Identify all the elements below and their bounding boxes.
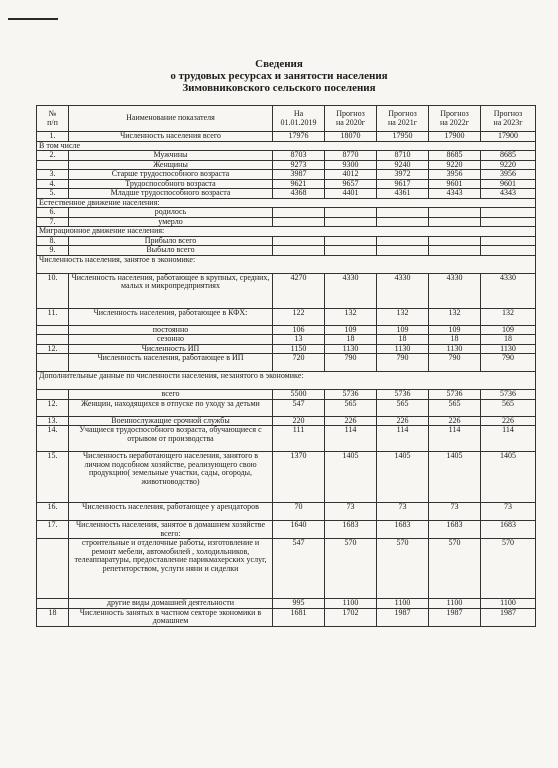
row-number: 17. bbox=[37, 521, 69, 539]
value-cell: 8770 bbox=[325, 151, 377, 161]
value-cell: 5736 bbox=[481, 390, 536, 400]
row-number bbox=[37, 539, 69, 599]
row-number: 12. bbox=[37, 399, 69, 416]
value-cell: 1683 bbox=[325, 521, 377, 539]
value-cell: 1987 bbox=[429, 608, 481, 626]
value-cell: 122 bbox=[273, 308, 325, 325]
value-cell: 18 bbox=[377, 335, 429, 345]
row-number bbox=[37, 599, 69, 609]
table-row bbox=[37, 179, 536, 189]
value-cell: 1683 bbox=[377, 521, 429, 539]
col-header-num: № п/п bbox=[37, 106, 69, 132]
table-row bbox=[37, 132, 536, 142]
value-cell: 565 bbox=[429, 399, 481, 416]
value-cell: 4270 bbox=[273, 273, 325, 308]
value-cell: 565 bbox=[377, 399, 429, 416]
value-cell: 3987 bbox=[273, 170, 325, 180]
title-line-1: Сведения bbox=[255, 58, 303, 70]
table-row bbox=[37, 608, 536, 626]
value-cell: 1681 bbox=[273, 608, 325, 626]
row-number bbox=[37, 335, 69, 345]
section-row bbox=[37, 255, 536, 273]
value-cell: 565 bbox=[481, 399, 536, 416]
value-cell: 18070 bbox=[325, 132, 377, 142]
value-cell: 547 bbox=[273, 399, 325, 416]
col-header-2023: Прогноз на 2023г bbox=[481, 106, 536, 132]
section-row bbox=[37, 141, 536, 151]
value-cell: 1370 bbox=[273, 452, 325, 503]
value-cell: 1405 bbox=[377, 452, 429, 503]
value-cell: 8685 bbox=[481, 151, 536, 161]
table-row bbox=[37, 539, 536, 599]
row-number: 1. bbox=[37, 132, 69, 142]
value-cell: 1130 bbox=[429, 344, 481, 354]
value-cell: 1987 bbox=[481, 608, 536, 626]
value-cell: 570 bbox=[481, 539, 536, 599]
table-row bbox=[37, 236, 536, 246]
value-cell: 226 bbox=[429, 416, 481, 426]
value-cell: 1100 bbox=[429, 599, 481, 609]
value-cell: 4343 bbox=[481, 189, 536, 199]
row-number: 15. bbox=[37, 452, 69, 503]
value-cell: 1405 bbox=[325, 452, 377, 503]
value-cell bbox=[325, 217, 377, 227]
indicator-name: Младше трудоспособного возраста bbox=[69, 189, 273, 199]
value-cell: 1987 bbox=[377, 608, 429, 626]
value-cell bbox=[429, 246, 481, 256]
value-cell bbox=[377, 217, 429, 227]
value-cell: 1640 bbox=[273, 521, 325, 539]
row-number bbox=[37, 354, 69, 372]
value-cell: 109 bbox=[429, 325, 481, 335]
table-row bbox=[37, 208, 536, 218]
indicator-name: Численность ИП bbox=[69, 344, 273, 354]
value-cell: 8685 bbox=[429, 151, 481, 161]
indicator-name: другие виды домашней деятельности bbox=[69, 599, 273, 609]
value-cell: 9601 bbox=[481, 179, 536, 189]
col-header-2020: Прогноз на 2020г bbox=[325, 106, 377, 132]
table-row bbox=[37, 416, 536, 426]
value-cell: 5736 bbox=[429, 390, 481, 400]
value-cell: 995 bbox=[273, 599, 325, 609]
value-cell: 114 bbox=[481, 426, 536, 452]
table-row bbox=[37, 189, 536, 199]
value-cell: 9240 bbox=[377, 160, 429, 170]
section-row bbox=[37, 227, 536, 237]
col-header-name: Наименование показателя bbox=[69, 106, 273, 132]
value-cell: 790 bbox=[481, 354, 536, 372]
value-cell: 4330 bbox=[429, 273, 481, 308]
value-cell: 790 bbox=[429, 354, 481, 372]
value-cell: 570 bbox=[429, 539, 481, 599]
value-cell: 4401 bbox=[325, 189, 377, 199]
table-row bbox=[37, 599, 536, 609]
indicator-name: Численность населения, работающее в ИП bbox=[69, 354, 273, 372]
value-cell: 9300 bbox=[325, 160, 377, 170]
value-cell: 73 bbox=[325, 503, 377, 521]
indicator-name: постоянно bbox=[69, 325, 273, 335]
value-cell bbox=[273, 217, 325, 227]
value-cell bbox=[325, 246, 377, 256]
value-cell: 565 bbox=[325, 399, 377, 416]
row-number: 2. bbox=[37, 151, 69, 161]
row-number: 13. bbox=[37, 416, 69, 426]
value-cell: 111 bbox=[273, 426, 325, 452]
table-row bbox=[37, 503, 536, 521]
value-cell: 547 bbox=[273, 539, 325, 599]
value-cell: 5736 bbox=[325, 390, 377, 400]
col-header-2019: На 01.01.2019 bbox=[273, 106, 325, 132]
section-label: Численность населения, занятое в экономике: bbox=[37, 255, 536, 273]
value-cell: 73 bbox=[377, 503, 429, 521]
value-cell: 5500 bbox=[273, 390, 325, 400]
table-row bbox=[37, 390, 536, 400]
value-cell: 3956 bbox=[481, 170, 536, 180]
value-cell: 1100 bbox=[481, 599, 536, 609]
value-cell: 114 bbox=[325, 426, 377, 452]
value-cell: 114 bbox=[377, 426, 429, 452]
value-cell bbox=[429, 236, 481, 246]
value-cell: 5736 bbox=[377, 390, 429, 400]
document-title bbox=[0, 58, 558, 94]
value-cell: 1405 bbox=[429, 452, 481, 503]
value-cell: 9273 bbox=[273, 160, 325, 170]
value-cell: 73 bbox=[429, 503, 481, 521]
title-line-3: Зимовниковского сельского поселения bbox=[182, 82, 376, 94]
value-cell bbox=[273, 246, 325, 256]
indicator-name: Старше трудоспособного возраста bbox=[69, 170, 273, 180]
indicator-name: Выбыло всего bbox=[69, 246, 273, 256]
indicator-name: Численность населения, работающее в КФХ: bbox=[69, 308, 273, 325]
row-number bbox=[37, 325, 69, 335]
table-row bbox=[37, 308, 536, 325]
value-cell: 9617 bbox=[377, 179, 429, 189]
indicator-name: Женщины bbox=[69, 160, 273, 170]
value-cell: 18 bbox=[481, 335, 536, 345]
value-cell: 132 bbox=[325, 308, 377, 325]
row-number bbox=[37, 390, 69, 400]
value-cell: 70 bbox=[273, 503, 325, 521]
value-cell: 106 bbox=[273, 325, 325, 335]
value-cell: 9220 bbox=[481, 160, 536, 170]
table-row bbox=[37, 151, 536, 161]
value-cell: 4012 bbox=[325, 170, 377, 180]
value-cell: 1130 bbox=[377, 344, 429, 354]
section-label: В том числе bbox=[37, 141, 536, 151]
value-cell: 1130 bbox=[481, 344, 536, 354]
indicator-name: Учащиеся трудоспособного возраста, обучающиеся с отрывом от производства bbox=[69, 426, 273, 452]
value-cell bbox=[377, 208, 429, 218]
value-cell: 73 bbox=[481, 503, 536, 521]
value-cell: 1100 bbox=[377, 599, 429, 609]
table-row bbox=[37, 521, 536, 539]
value-cell: 114 bbox=[429, 426, 481, 452]
value-cell: 1130 bbox=[325, 344, 377, 354]
row-number: 9. bbox=[37, 246, 69, 256]
indicator-name: Военнослужащие срочной службы bbox=[69, 416, 273, 426]
value-cell: 132 bbox=[481, 308, 536, 325]
col-header-2022: Прогноз на 2022г bbox=[429, 106, 481, 132]
value-cell: 9220 bbox=[429, 160, 481, 170]
table-row bbox=[37, 354, 536, 372]
value-cell bbox=[481, 208, 536, 218]
indicator-name: всего bbox=[69, 390, 273, 400]
indicator-name: Численность населения, работающее у арендаторов bbox=[69, 503, 273, 521]
value-cell: 720 bbox=[273, 354, 325, 372]
row-number: 14. bbox=[37, 426, 69, 452]
value-cell: 9657 bbox=[325, 179, 377, 189]
value-cell bbox=[325, 208, 377, 218]
value-cell: 1683 bbox=[481, 521, 536, 539]
indicator-name: сезонно bbox=[69, 335, 273, 345]
indicator-name: Численность неработающего населения, занятого в личном подсобном хозяйстве, реализующего свою продукцию( земельные участки, сады, огороды, животноводство) bbox=[69, 452, 273, 503]
section-label: Миграционное движение населения: bbox=[37, 227, 536, 237]
value-cell: 226 bbox=[325, 416, 377, 426]
value-cell: 1405 bbox=[481, 452, 536, 503]
indicator-name: Численность населения, занятое в домашнем хозяйстве всего: bbox=[69, 521, 273, 539]
value-cell: 9601 bbox=[429, 179, 481, 189]
value-cell: 109 bbox=[325, 325, 377, 335]
value-cell: 1100 bbox=[325, 599, 377, 609]
title-line-2: о трудовых ресурсах и занятости населения bbox=[170, 70, 388, 82]
value-cell: 109 bbox=[377, 325, 429, 335]
section-row bbox=[37, 198, 536, 208]
table-row bbox=[37, 344, 536, 354]
value-cell bbox=[273, 208, 325, 218]
table-row bbox=[37, 217, 536, 227]
table-header-row bbox=[37, 106, 536, 132]
value-cell: 4343 bbox=[429, 189, 481, 199]
row-number bbox=[37, 160, 69, 170]
value-cell: 4330 bbox=[481, 273, 536, 308]
value-cell: 8710 bbox=[377, 151, 429, 161]
indicator-name: Прибыло всего bbox=[69, 236, 273, 246]
row-number: 6. bbox=[37, 208, 69, 218]
value-cell bbox=[481, 246, 536, 256]
indicator-name: Трудоспособного возраста bbox=[69, 179, 273, 189]
value-cell: 1683 bbox=[429, 521, 481, 539]
row-number: 3. bbox=[37, 170, 69, 180]
row-number: 7. bbox=[37, 217, 69, 227]
value-cell bbox=[481, 236, 536, 246]
indicator-name: строительные и отделочные работы, изготовление и ремонт мебели, автомобилей , холодильников, телеаппаратуры, предоставление парикмахерских услуг, репетиторством, услуги няни и сиделки bbox=[69, 539, 273, 599]
value-cell: 1150 bbox=[273, 344, 325, 354]
value-cell: 132 bbox=[377, 308, 429, 325]
row-number: 4. bbox=[37, 179, 69, 189]
row-number: 5. bbox=[37, 189, 69, 199]
table-row bbox=[37, 170, 536, 180]
indicator-name: умерло bbox=[69, 217, 273, 227]
value-cell: 226 bbox=[481, 416, 536, 426]
value-cell bbox=[481, 217, 536, 227]
value-cell bbox=[429, 217, 481, 227]
indicator-name: Численность населения всего bbox=[69, 132, 273, 142]
table-row bbox=[37, 335, 536, 345]
value-cell: 4361 bbox=[377, 189, 429, 199]
section-label: Дополнительные данные по численности населения, незанятого в экономике: bbox=[37, 372, 536, 390]
row-number: 16. bbox=[37, 503, 69, 521]
value-cell: 3972 bbox=[377, 170, 429, 180]
value-cell: 17976 bbox=[273, 132, 325, 142]
indicator-name: Мужчины bbox=[69, 151, 273, 161]
table-row bbox=[37, 325, 536, 335]
value-cell: 1702 bbox=[325, 608, 377, 626]
row-number: 10. bbox=[37, 273, 69, 308]
value-cell bbox=[377, 246, 429, 256]
value-cell: 18 bbox=[429, 335, 481, 345]
col-header-2021: Прогноз на 2021г bbox=[377, 106, 429, 132]
indicator-name: родилось bbox=[69, 208, 273, 218]
value-cell: 570 bbox=[325, 539, 377, 599]
row-number: 8. bbox=[37, 236, 69, 246]
value-cell bbox=[273, 236, 325, 246]
value-cell: 17950 bbox=[377, 132, 429, 142]
value-cell: 132 bbox=[429, 308, 481, 325]
indicator-name: Численность населения, работающее в крупных, средних, малых и микропредприятиях bbox=[69, 273, 273, 308]
row-number: 12. bbox=[37, 344, 69, 354]
section-row bbox=[37, 372, 536, 390]
value-cell: 17900 bbox=[429, 132, 481, 142]
table-row bbox=[37, 426, 536, 452]
value-cell: 570 bbox=[377, 539, 429, 599]
value-cell: 17900 bbox=[481, 132, 536, 142]
value-cell: 4330 bbox=[377, 273, 429, 308]
value-cell bbox=[377, 236, 429, 246]
value-cell: 220 bbox=[273, 416, 325, 426]
value-cell: 109 bbox=[481, 325, 536, 335]
value-cell: 3956 bbox=[429, 170, 481, 180]
table-row bbox=[37, 246, 536, 256]
value-cell: 18 bbox=[325, 335, 377, 345]
indicator-name: Женщин, находящихся в отпуске по уходу за детьми bbox=[69, 399, 273, 416]
value-cell: 9621 bbox=[273, 179, 325, 189]
value-cell: 13 bbox=[273, 335, 325, 345]
value-cell: 4368 bbox=[273, 189, 325, 199]
indicator-name: Численность занятых в частном секторе экономики в домашнем bbox=[69, 608, 273, 626]
labor-resources-table bbox=[36, 105, 536, 627]
value-cell bbox=[325, 236, 377, 246]
table-row bbox=[37, 273, 536, 308]
value-cell: 4330 bbox=[325, 273, 377, 308]
section-label: Естественное движение населения: bbox=[37, 198, 536, 208]
value-cell: 8703 bbox=[273, 151, 325, 161]
row-number: 18 bbox=[37, 608, 69, 626]
scan-mark bbox=[8, 18, 58, 20]
value-cell: 790 bbox=[377, 354, 429, 372]
value-cell: 226 bbox=[377, 416, 429, 426]
value-cell: 790 bbox=[325, 354, 377, 372]
value-cell bbox=[429, 208, 481, 218]
table-row bbox=[37, 399, 536, 416]
row-number: 11. bbox=[37, 308, 69, 325]
table-row bbox=[37, 160, 536, 170]
table-row bbox=[37, 452, 536, 503]
